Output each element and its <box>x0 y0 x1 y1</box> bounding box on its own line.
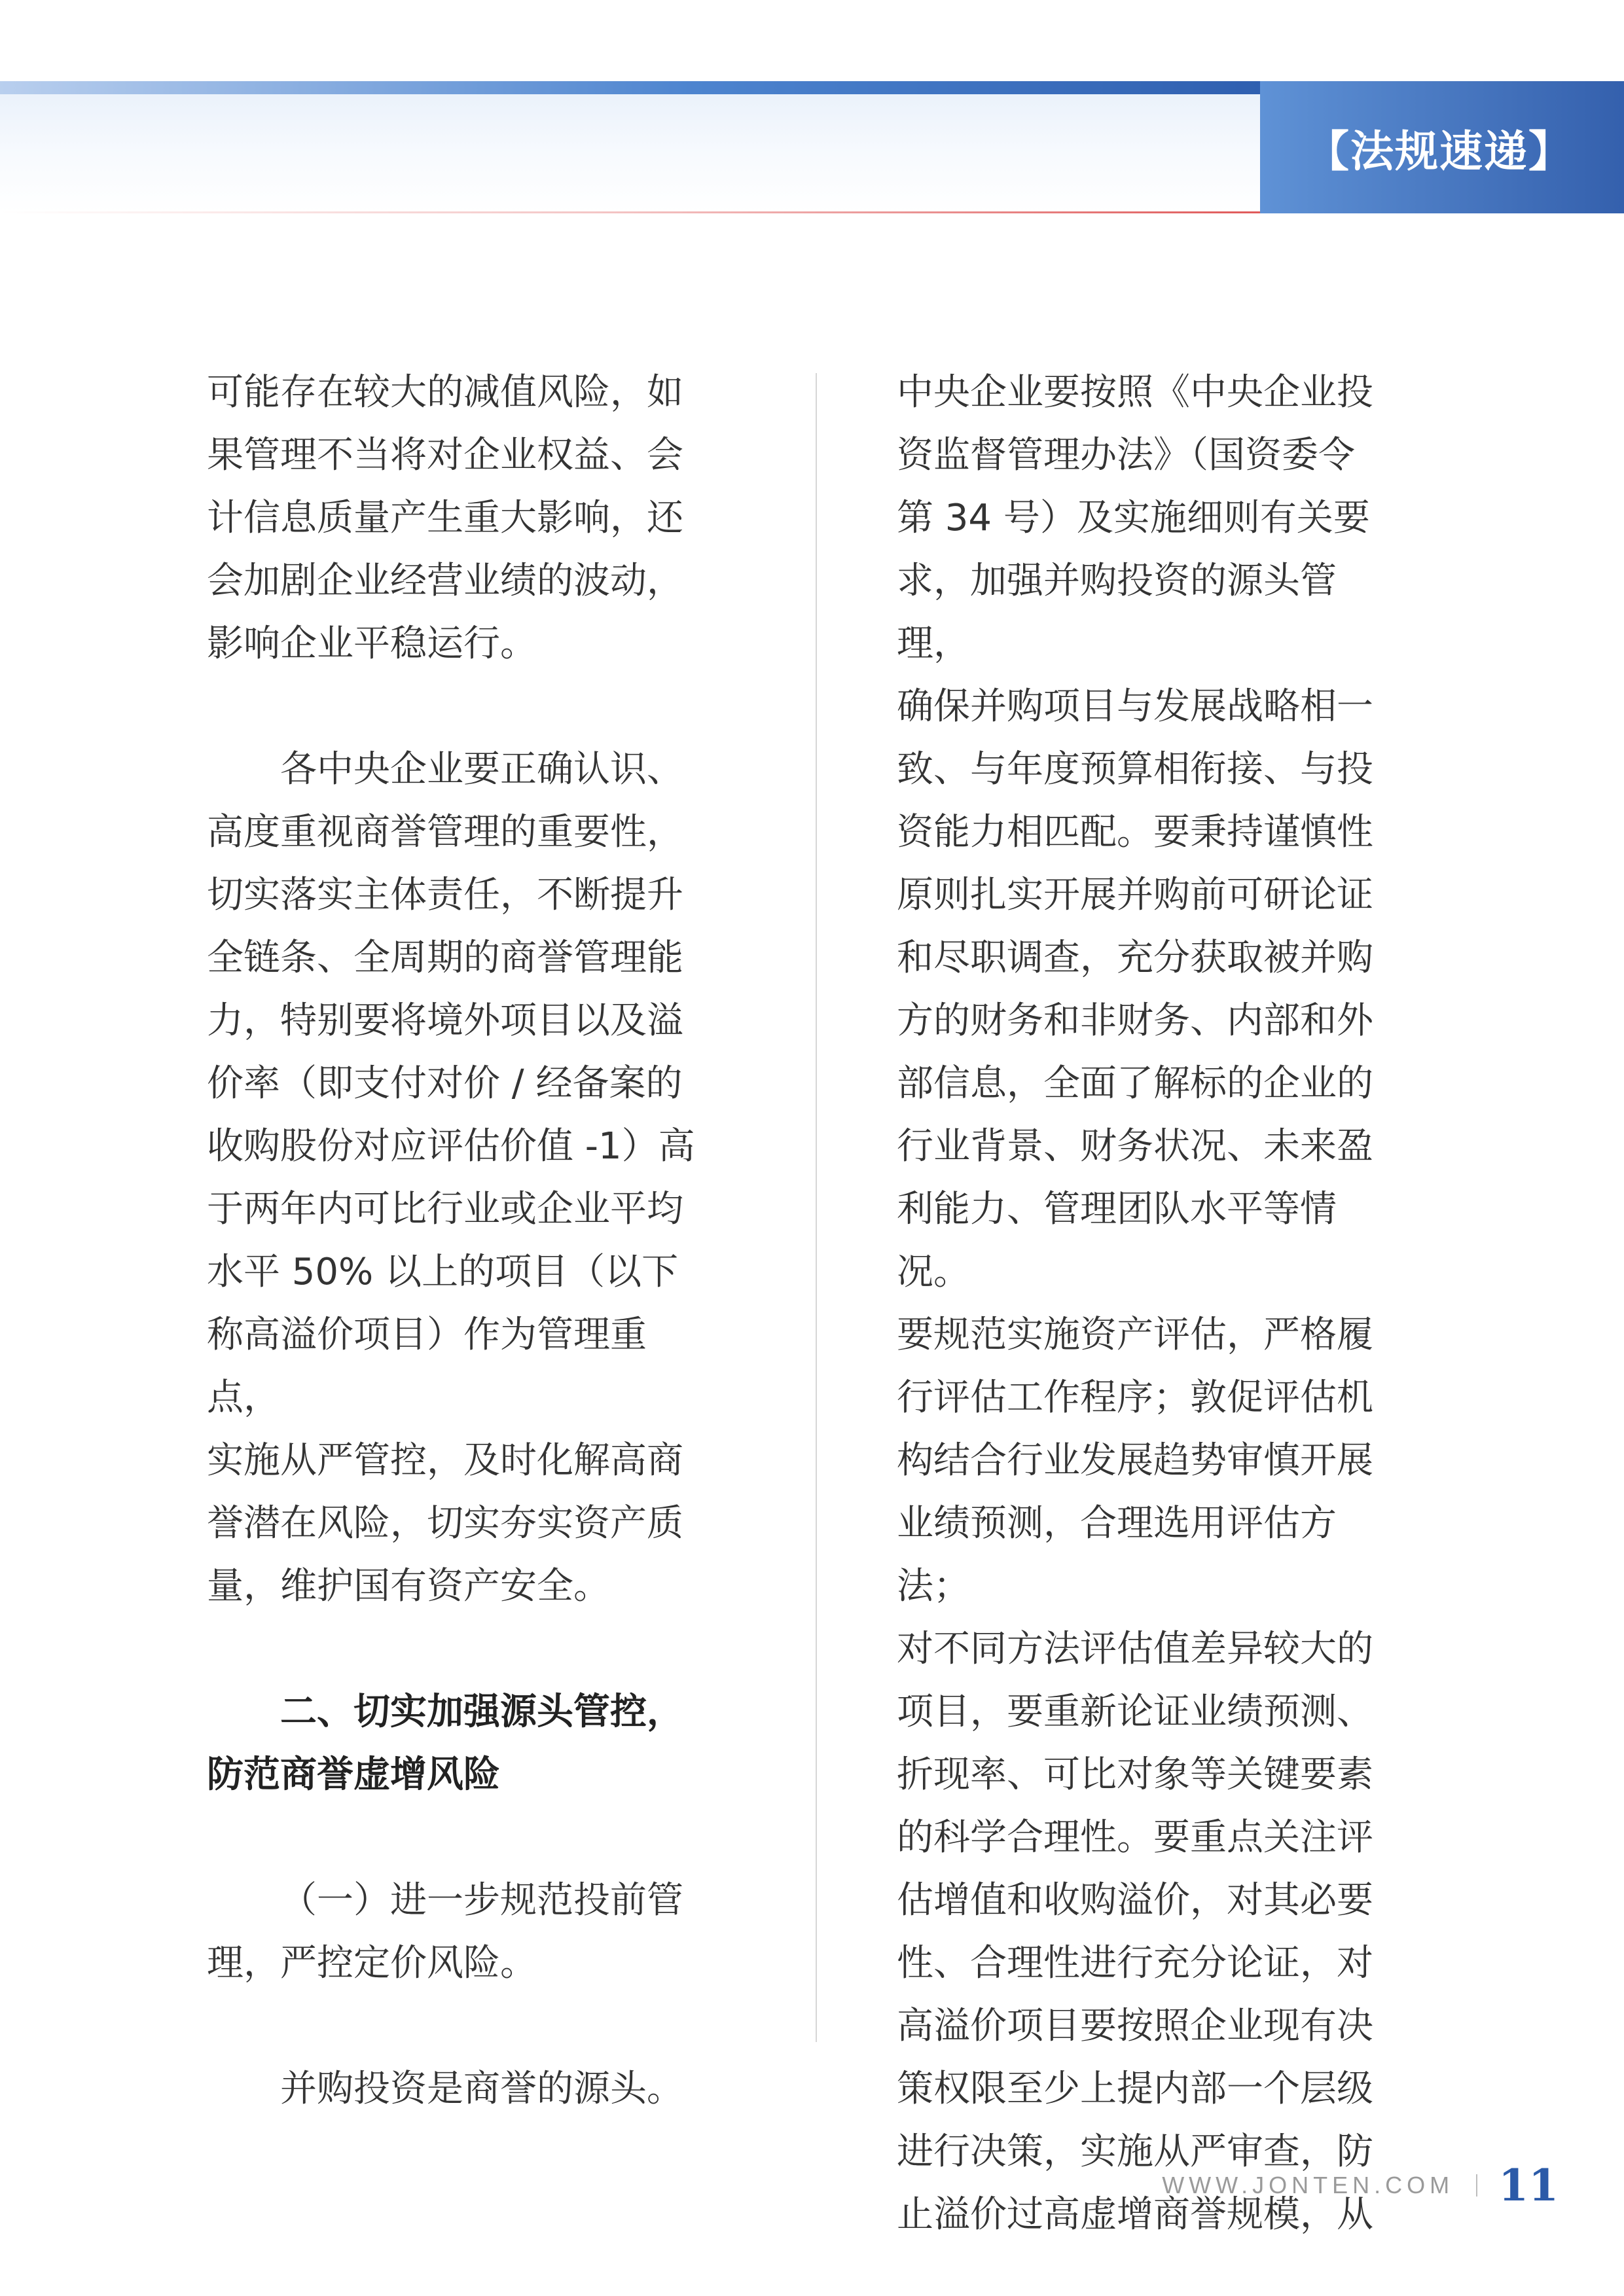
text-line: 果管理不当将对企业权益、会 <box>207 434 683 476</box>
text-line: 止溢价过高虚增商誉规模，从 <box>897 2193 1373 2236</box>
text-line: 计信息质量产生重大影响，还 <box>207 497 683 539</box>
text-line: 利能力、管理团队水平等情况。 <box>897 1188 1337 1293</box>
text-line: 切实落实主体责任，不断提升 <box>207 874 683 916</box>
text-line: 誉潜在风险，切实夯实资产质 <box>207 1502 683 1545</box>
text-line: 进行决策，实施从严审查，防 <box>897 2130 1373 2173</box>
text-line: 并购投资是商誉的源头。 <box>280 2068 683 2110</box>
text-line: 部信息，全面了解标的企业的 <box>897 1062 1373 1105</box>
text-line: 称高溢价项目）作为管理重点， <box>207 1314 647 1419</box>
heading-line: 防范商誉虚增风险 <box>207 1753 500 1796</box>
text-line: 资监督管理办法》（国资委令 <box>897 434 1355 476</box>
text-line: （一）进一步规范投前管 <box>280 1879 683 1922</box>
text-line: 中央企业要按照《中央企业投 <box>897 371 1373 414</box>
text-line: 于两年内可比行业或企业平均 <box>207 1188 683 1230</box>
header-accent-line <box>0 211 1260 213</box>
text-line: 全链条、全周期的商誉管理能 <box>207 937 683 979</box>
text-line: 收购股份对应评估价值 -1）高 <box>207 1125 695 1168</box>
text-line: 行业背景、财务状况、未来盈 <box>897 1125 1373 1168</box>
page-number: 11 <box>1498 2160 1559 2211</box>
section-tag-label: 【法规速递】 <box>1306 125 1573 177</box>
left-column <box>207 361 711 2121</box>
text-line: 估增值和收购溢价，对其必要 <box>897 1879 1373 1922</box>
text-line: 构结合行业发展趋势审慎开展 <box>897 1439 1373 1482</box>
text-line: 各中央企业要正确认识、 <box>280 748 683 791</box>
column-divider <box>816 373 817 2042</box>
text-line: 水平 50% 以上的项目（以下 <box>207 1251 679 1293</box>
text-line: 确保并购项目与发展战略相一 <box>897 685 1373 728</box>
text-line: 高度重视商誉管理的重要性， <box>207 811 683 853</box>
footer-divider <box>1476 2174 1477 2197</box>
text-line: 原则扎实开展并购前可研论证 <box>897 874 1373 916</box>
header-top-line <box>0 81 1260 94</box>
text-line: 力，特别要将境外项目以及溢 <box>207 999 683 1042</box>
text-line: 要规范实施资产评估，严格履 <box>897 1314 1373 1356</box>
text-line: 影响企业平稳运行。 <box>207 622 537 665</box>
text-line: 策权限至少上提内部一个层级 <box>897 2068 1373 2110</box>
text-line: 致、与年度预算相衔接、与投 <box>897 748 1373 791</box>
page-footer <box>1162 2160 1559 2211</box>
paragraph <box>897 361 1401 2246</box>
text-line: 和尽职调查，充分获取被并购 <box>897 937 1373 979</box>
text-line: 性、合理性进行充分论证，对 <box>897 1942 1373 1984</box>
right-column <box>897 361 1401 2246</box>
text-line: 高溢价项目要按照企业现有决 <box>897 2005 1373 2047</box>
text-line: 的科学合理性。要重点关注评 <box>897 1816 1373 1859</box>
text-line: 方的财务和非财务、内部和外 <box>897 999 1373 1042</box>
text-line: 项目，要重新论证业绩预测、 <box>897 1691 1373 1733</box>
text-line: 量，维护国有资产安全。 <box>207 1565 610 1607</box>
header-band <box>0 82 1260 213</box>
text-line: 实施从严管控，及时化解高商 <box>207 1439 683 1482</box>
text-line: 对不同方法评估值差异较大的 <box>897 1628 1373 1670</box>
text-line: 第 34 号）及实施细则有关要 <box>897 497 1370 539</box>
text-line: 折现率、可比对象等关键要素 <box>897 1753 1373 1796</box>
paragraph <box>207 361 711 675</box>
section-tag <box>1260 81 1624 213</box>
paragraph <box>207 738 711 1618</box>
paragraph <box>207 2058 711 2121</box>
text-line: 理，严控定价风险。 <box>207 1942 537 1984</box>
text-line: 会加剧企业经营业绩的波动， <box>207 560 683 602</box>
heading-line: 二、切实加强源头管控， <box>280 1691 683 1733</box>
text-line: 资能力相匹配。要秉持谨慎性 <box>897 811 1373 853</box>
text-line: 业绩预测，合理选用评估方法； <box>897 1502 1337 1607</box>
text-line: 可能存在较大的减值风险，如 <box>207 371 683 414</box>
section-heading <box>207 1681 711 1806</box>
text-line: 求，加强并购投资的源头管理， <box>897 560 1337 665</box>
text-line: 价率（即支付对价 / 经备案的 <box>207 1062 683 1105</box>
website-link[interactable]: WWW.JONTEN.COM <box>1162 2172 1454 2198</box>
text-line: 行评估工作程序；敦促评估机 <box>897 1376 1373 1419</box>
subheading <box>207 1869 711 1995</box>
